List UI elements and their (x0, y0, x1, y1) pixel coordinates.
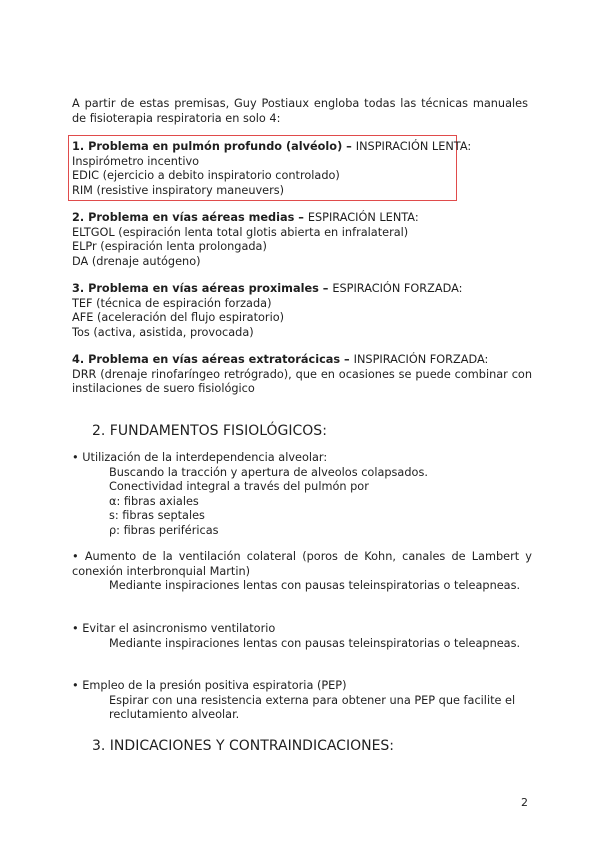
bullet-sub: Mediante inspiraciones lentas con pausas teleinspiratorias o teleapneas. (109, 636, 521, 650)
problem-item: TEF (técnica de espiración forzada) (72, 296, 272, 310)
bullet-sub: α: fibras axiales (109, 494, 199, 508)
problem-title (72, 140, 532, 155)
bullet-sub: s: fibras septales (109, 509, 205, 522)
problem-item: EDIC (ejercicio a debito inspiratorio controlado) (72, 169, 340, 182)
problem-title-bold: 1. Problema en pulmón profundo (alvéolo) – (72, 140, 356, 153)
problem-item: Inspirómetro incentivo (72, 154, 200, 168)
problem-title (72, 282, 532, 297)
problem-title (72, 211, 532, 226)
bullet-sub: Mediante inspiraciones lentas con pausas teleinspiratorias o teleapneas. (109, 579, 521, 592)
section-heading: 2. FUNDAMENTOS FISIOLÓGICOS: (92, 423, 327, 439)
bullet-item-2 (72, 550, 532, 594)
bullet-item-1 (72, 451, 532, 538)
page-number: 2 (521, 796, 528, 809)
bullet-lead: • Aumento de la ventilación colateral (poros de Kohn, canales de Lambert y conexión interbronquial Martin) (72, 550, 532, 578)
bullet-sub: Buscando la tracción y apertura de alveolos colapsados. (109, 465, 428, 479)
problem-block-3 (72, 282, 532, 340)
problem-title-rest: INSPIRACIÓN LENTA: (355, 140, 472, 153)
problem-title-bold: 3. Problema en vías aéreas proximales – (72, 282, 333, 295)
bullet-item-3 (72, 622, 532, 651)
problem-title-bold: 4. Problema en vías aéreas extratorácicas – (72, 353, 354, 366)
problem-title-rest: INSPIRACIÓN FORZADA: (353, 353, 489, 366)
bullet-lead: • Utilización de la interdependencia alveolar: (72, 451, 328, 464)
problem-block-1 (72, 140, 532, 198)
problem-title-rest: ESPIRACIÓN LENTA: (307, 211, 419, 224)
problem-item: ELTGOL (espiración lenta total glotis abierta en infralateral) (72, 225, 409, 239)
bullet-sub: ρ: fibras periféricas (109, 523, 219, 537)
bullet-item-4 (72, 679, 532, 723)
problem-block-2 (72, 211, 532, 269)
problem-title-rest: ESPIRACIÓN FORZADA: (332, 282, 463, 295)
problem-item: AFE (aceleración del flujo espiratorio) (72, 311, 285, 324)
bullet-sub: Espirar con una resistencia externa para obtener una PEP que facilite el reclutamiento alveolar. (109, 693, 516, 721)
bullet-lead: • Empleo de la presión positiva espiratoria (PEP) (72, 679, 347, 692)
bullet-sub: Conectividad integral a través del pulmón por (109, 480, 369, 493)
problem-item: DA (drenaje autógeno) (72, 254, 201, 268)
problem-title (72, 353, 532, 368)
problem-block-4 (72, 353, 532, 397)
problem-title-bold: 2. Problema en vías aéreas medias – (72, 211, 308, 224)
section-heading: 3. INDICACIONES Y CONTRAINDICACIONES: (92, 738, 395, 754)
problem-item: RIM (resistive inspiratory maneuvers) (72, 183, 285, 197)
problem-item: Tos (activa, asistida, provocada) (72, 325, 254, 339)
problem-item: DRR (drenaje rinofaríngeo retrógrado), que en ocasiones se puede combinar con instilaciones de suero fisiológico (72, 367, 532, 395)
bullet-lead: • Evitar el asincronismo ventilatorio (72, 622, 276, 635)
intro-paragraph: A partir de estas premisas, Guy Postiaux engloba todas las técnicas manuales de fisioterapia respiratoria en solo 4: (72, 97, 528, 125)
problem-item: ELPr (espiración lenta prolongada) (72, 240, 267, 253)
